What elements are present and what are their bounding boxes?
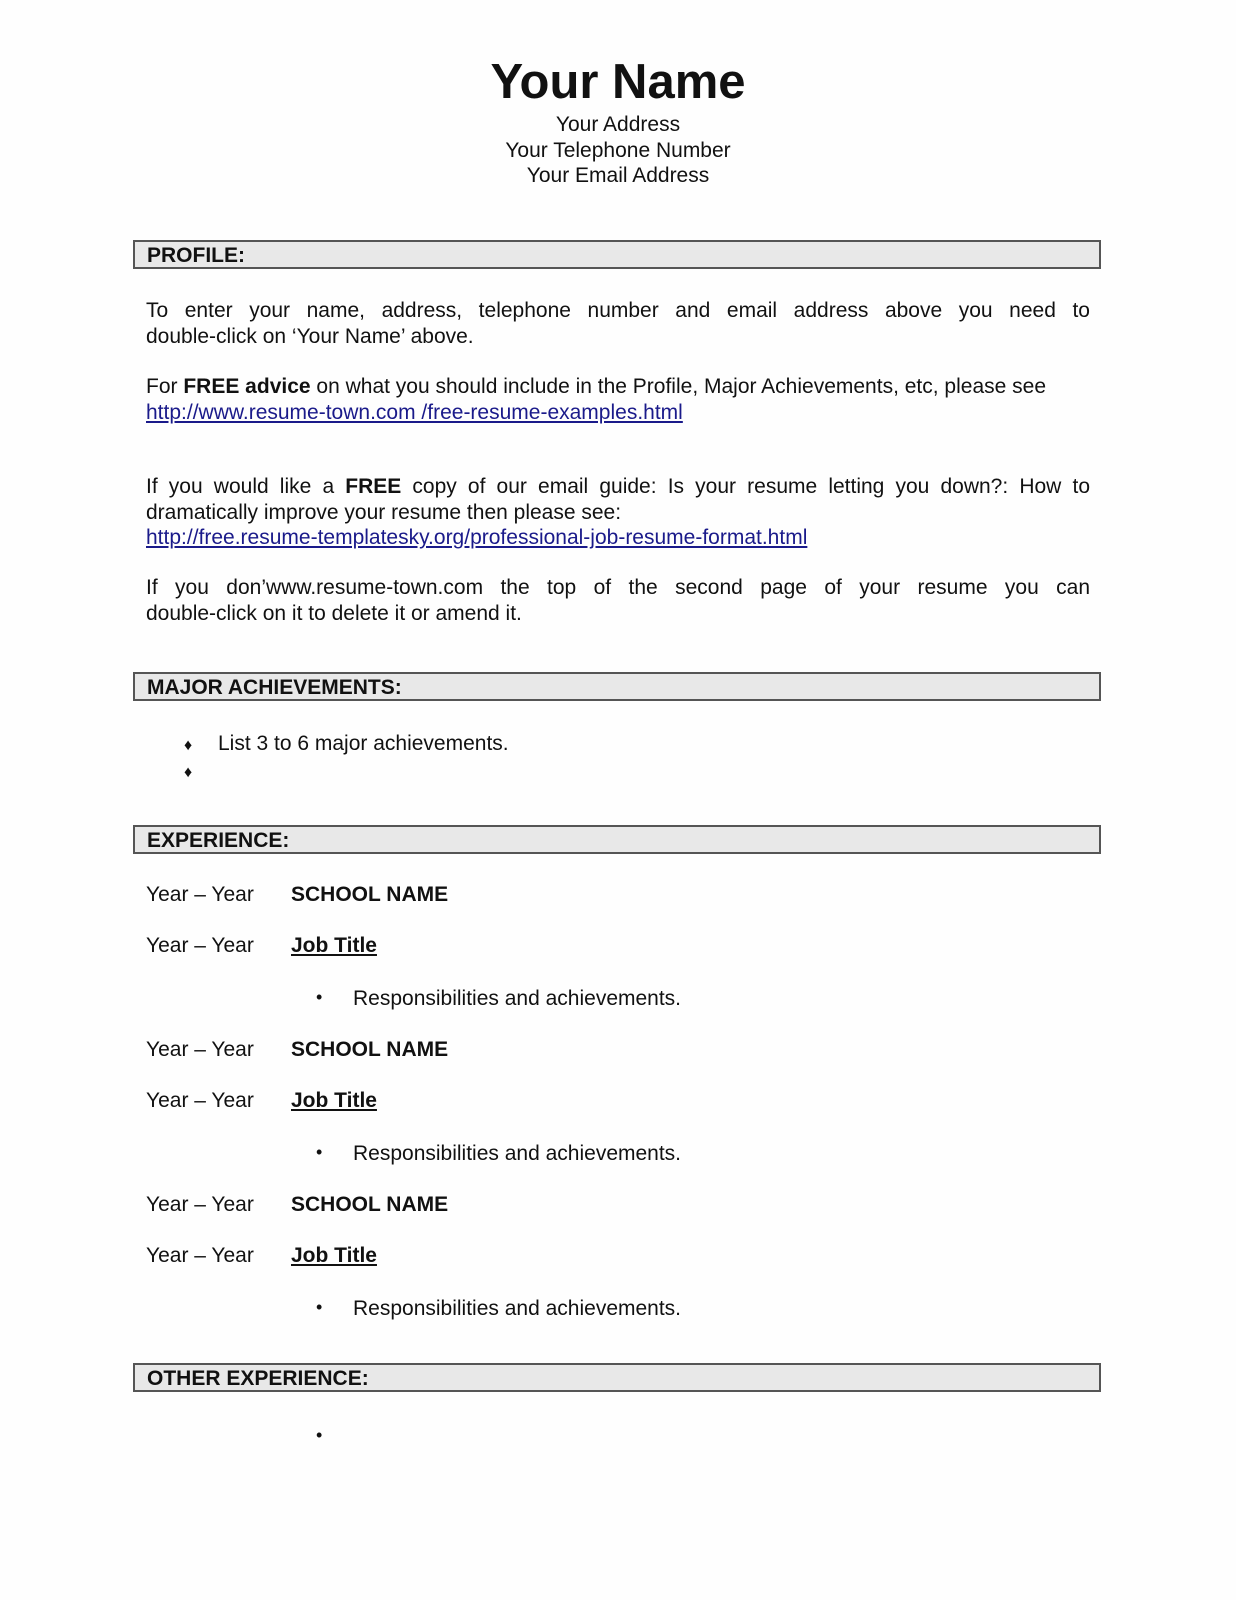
resume-header (0, 52, 1236, 189)
job-title: Job Title (291, 934, 377, 957)
responsibilities: Responsibilities and achievements. (353, 1297, 682, 1320)
profile-link-2-row (146, 525, 1090, 551)
text: For (146, 375, 184, 398)
responsibilities: Responsibilities and achievements. (353, 1142, 682, 1165)
school-years: Year – Year (146, 1193, 254, 1216)
bold-text: FREE advice (183, 375, 311, 398)
section-experience-heading (133, 825, 1101, 854)
job-years: Year – Year (146, 1089, 254, 1112)
text: If you would like a (146, 475, 346, 498)
email-guide-link[interactable]: http://free.resume-templatesky.org/professional-job-resume-format.html (146, 526, 808, 549)
profile-paragraph-1-line-1: To enter your name, address, telephone number and email address above you need to (146, 299, 1090, 322)
text: on what you should include in the Profile, Major Achievements, etc, please see (310, 375, 1046, 398)
address: Your Address (555, 113, 681, 136)
profile-paragraph-3-line-2: dramatically improve your resume then please see: (146, 501, 622, 524)
job-years: Year – Year (146, 934, 254, 957)
profile-paragraph-4-line-2: double-click on it to delete it or amend it. (146, 602, 522, 625)
profile-paragraph-4-line-1: If you don’www.resume-town.com the top of the second page of your resume you can (146, 576, 1090, 599)
profile-link-1-row (146, 400, 1090, 426)
free-advice-link[interactable]: http://www.resume-town.com /free-resume-examples.html (146, 401, 683, 424)
job-years: Year – Year (146, 1244, 254, 1267)
bullet-icon: • (316, 1297, 323, 1317)
applicant-name: Your Name (490, 55, 746, 109)
diamond-bullet-icon: ♦ (184, 764, 193, 781)
responsibilities: Responsibilities and achievements. (353, 987, 682, 1010)
section-other-experience-heading (133, 1363, 1101, 1392)
school-name: SCHOOL NAME (291, 1193, 449, 1216)
bold-text: FREE (345, 475, 402, 498)
section-profile-heading (133, 240, 1101, 269)
telephone: Your Telephone Number (505, 138, 731, 162)
section-achievements-heading (133, 672, 1101, 701)
bullet-icon: • (316, 1425, 323, 1445)
bullet-icon: • (316, 1142, 323, 1162)
diamond-bullet-icon: ♦ (184, 737, 193, 754)
section-heading-text: OTHER EXPERIENCE: (147, 1367, 369, 1390)
profile-paragraph-3-line-1 (146, 474, 1090, 500)
text: copy of our email guide: Is your resume letting you down?: How to (401, 475, 1090, 498)
email: Your Email Address (526, 164, 710, 187)
school-name: SCHOOL NAME (291, 1038, 449, 1061)
section-heading-text: MAJOR ACHIEVEMENTS: (147, 676, 402, 699)
section-heading-text: PROFILE: (147, 244, 245, 267)
achievement-text: List 3 to 6 major achievements. (218, 732, 509, 755)
profile-paragraph-1-line-2: double-click on ‘Your Name’ above. (146, 325, 474, 348)
job-title: Job Title (291, 1244, 377, 1267)
profile-paragraph-2 (146, 374, 1090, 400)
section-heading-text: EXPERIENCE: (147, 829, 290, 852)
school-name: SCHOOL NAME (291, 883, 449, 906)
job-title: Job Title (291, 1089, 377, 1112)
school-years: Year – Year (146, 1038, 254, 1061)
school-years: Year – Year (146, 883, 254, 906)
bullet-icon: • (316, 987, 323, 1007)
